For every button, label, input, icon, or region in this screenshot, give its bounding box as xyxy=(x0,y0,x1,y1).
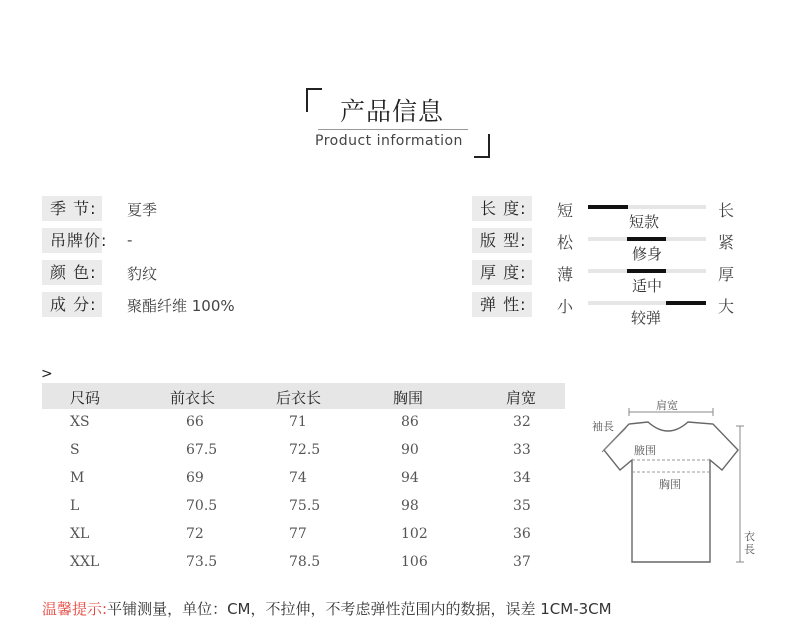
table-header-size: 尺码 xyxy=(70,389,101,407)
fit-low-label: 松 xyxy=(557,233,574,252)
diagram-label-chest: 胸围 xyxy=(659,478,681,491)
season-value: 夏季 xyxy=(127,201,158,219)
elasticity-selected: 较弹 xyxy=(631,309,662,327)
diagram-label-sleeve: 袖長 xyxy=(592,420,614,433)
color-value: 豹纹 xyxy=(127,265,158,283)
table-cell: 72 xyxy=(186,526,204,542)
table-cell: 72.5 xyxy=(289,442,321,458)
header-bracket-left xyxy=(306,88,322,90)
table-cell: 106 xyxy=(401,554,428,570)
thickness-label: 厚 度: xyxy=(472,260,532,285)
table-cell: 73.5 xyxy=(186,554,218,570)
table-cell: 94 xyxy=(401,470,419,486)
elasticity-high-label: 大 xyxy=(718,297,735,316)
length-low-label: 短 xyxy=(557,201,574,220)
table-cell: 69 xyxy=(186,470,204,486)
diagram-label-shoulder: 肩宽 xyxy=(656,399,678,412)
table-header-shoulder: 肩宽 xyxy=(506,389,537,407)
fit-scale-marker xyxy=(627,237,666,241)
table-header-chest: 胸围 xyxy=(393,389,424,407)
elasticity-low-label: 小 xyxy=(557,297,574,316)
header-bracket-right xyxy=(488,134,490,158)
fit-label: 版 型: xyxy=(472,228,532,253)
table-cell: 66 xyxy=(186,414,204,430)
price-value: - xyxy=(127,231,133,249)
material-label: 成 分: xyxy=(42,292,102,317)
length-label: 长 度: xyxy=(472,196,532,221)
tip-note xyxy=(42,598,612,619)
table-cell: 33 xyxy=(513,442,531,458)
table-cell: 86 xyxy=(401,414,419,430)
header-bracket-left xyxy=(306,88,308,112)
table-cell: 36 xyxy=(513,526,531,542)
table-cell: 37 xyxy=(513,554,531,570)
table-cell: 75.5 xyxy=(289,498,321,514)
length-scale-marker xyxy=(588,205,628,209)
thickness-low-label: 薄 xyxy=(557,265,574,284)
table-cell: 70.5 xyxy=(186,498,218,514)
table-cell: M xyxy=(70,470,85,486)
table-header-front-length: 前衣长 xyxy=(170,389,216,407)
length-selected: 短款 xyxy=(629,213,660,231)
length-high-label: 长 xyxy=(718,201,735,220)
elasticity-label: 弹 性: xyxy=(472,292,532,317)
color-label: 颜 色: xyxy=(42,260,102,285)
table-header-back-length: 后衣长 xyxy=(276,389,322,407)
table-cell: 102 xyxy=(401,526,428,542)
table-cell: 90 xyxy=(401,442,419,458)
diagram-label-length: 衣長 xyxy=(744,530,755,556)
header-bracket-right xyxy=(474,156,490,158)
header-divider xyxy=(318,129,468,130)
tip-label: 温馨提示: xyxy=(42,600,108,618)
tshirt-outline-icon xyxy=(604,422,738,562)
table-cell: 78.5 xyxy=(289,554,321,570)
table-cell: 71 xyxy=(289,414,307,430)
table-cell: XXL xyxy=(70,554,100,570)
material-value: 聚酯纤维 100% xyxy=(127,297,235,315)
season-label: 季 节: xyxy=(42,196,102,221)
table-cell: 77 xyxy=(289,526,307,542)
thickness-high-label: 厚 xyxy=(718,265,735,284)
elasticity-scale-marker xyxy=(666,301,706,305)
table-cell: 67.5 xyxy=(186,442,218,458)
thickness-selected: 适中 xyxy=(632,277,663,295)
fit-high-label: 紧 xyxy=(718,233,735,252)
price-label: 吊牌价: xyxy=(42,228,102,253)
table-cell: 34 xyxy=(513,470,531,486)
section-marker: > xyxy=(41,366,53,382)
diagram-label-armpit: 腋围 xyxy=(634,444,656,457)
thickness-scale-marker xyxy=(627,269,666,273)
table-cell: S xyxy=(70,442,80,458)
table-cell: 74 xyxy=(289,470,307,486)
fit-selected: 修身 xyxy=(632,245,663,263)
table-cell: XS xyxy=(70,414,90,430)
table-cell: 35 xyxy=(513,498,531,514)
page-title: 产品信息 xyxy=(340,97,445,126)
page-subtitle: Product information xyxy=(315,133,463,149)
tip-text: 平铺测量，单位：CM，不拉伸，不考虑弹性范围内的数据，误差 1CM-3CM xyxy=(107,600,612,618)
table-cell: XL xyxy=(70,526,90,542)
table-cell: L xyxy=(70,498,80,514)
table-cell: 98 xyxy=(401,498,419,514)
table-cell: 32 xyxy=(513,414,531,430)
